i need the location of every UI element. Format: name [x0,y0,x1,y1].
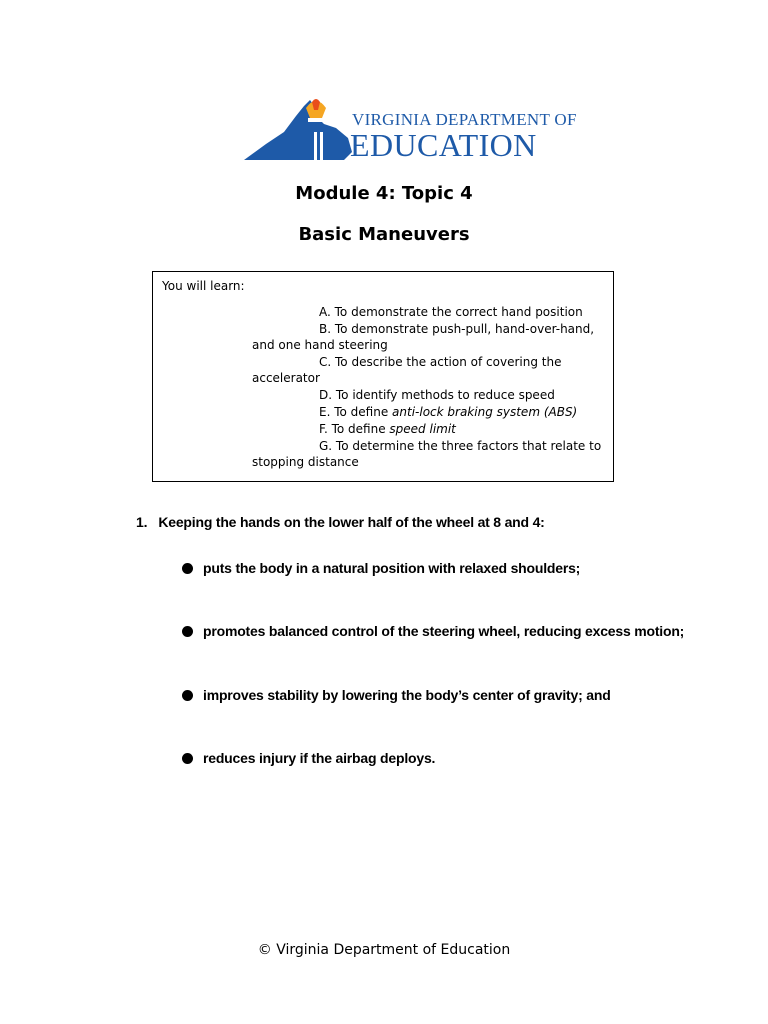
bullet-text: reduces injury if the airbag deploys. [203,750,436,766]
objective-b-line1: B. To demonstrate push-pull, hand-over-hand, [319,322,595,336]
logo-line-2: EDUCATION [350,127,537,163]
objective-d: D. To identify methods to reduce speed [319,388,555,402]
objectives-heading: You will learn: [162,279,245,293]
objective-b-line2: and one hand steering [252,338,388,352]
objective-f-text: F. To define [319,422,390,436]
bullet-text: promotes balanced control of the steering wheel, reducing excess motion; [203,623,685,639]
bullet-text: puts the body in a natural position with relaxed shoulders; [203,560,581,576]
bullet-item [182,687,611,703]
objective-a: A. To demonstrate the correct hand position [319,305,583,319]
objective-g-line2: stopping distance [252,455,359,469]
learning-objectives-box [152,271,614,482]
objective-e-text: E. To define [319,405,393,419]
page-subtitle: Basic Maneuvers [298,224,470,245]
bullet-dot-icon [182,753,193,764]
bullet-dot-icon [182,690,193,701]
copyright-footer: © Virginia Department of Education [257,942,511,958]
logo-line-1: VIRGINIA DEPARTMENT OF [352,110,577,129]
objective-f-term: speed limit [389,422,456,436]
objective-f [319,421,456,438]
bullet-item [182,623,684,639]
bullet-dot-icon [182,626,193,637]
objective-e [319,404,577,421]
objective-g-line1: G. To determine the three factors that relate to [319,439,602,453]
objective-e-term: anti-lock braking system (ABS) [392,405,578,419]
bullet-item [182,750,435,766]
objective-c-line1: C. To describe the action of covering the [319,355,562,369]
bullet-dot-icon [182,563,193,574]
page-title: Module 4: Topic 4 [295,183,473,204]
vdoe-logo [244,94,577,164]
question-1: 1. Keeping the hands on the lower half of the wheel at 8 and 4: [136,514,545,530]
objective-c-line2: accelerator [252,371,320,385]
bullet-text: improves stability by lowering the body’s center of gravity; and [203,687,611,703]
virginia-state-torch-icon [244,94,352,164]
bullet-item [182,560,580,576]
